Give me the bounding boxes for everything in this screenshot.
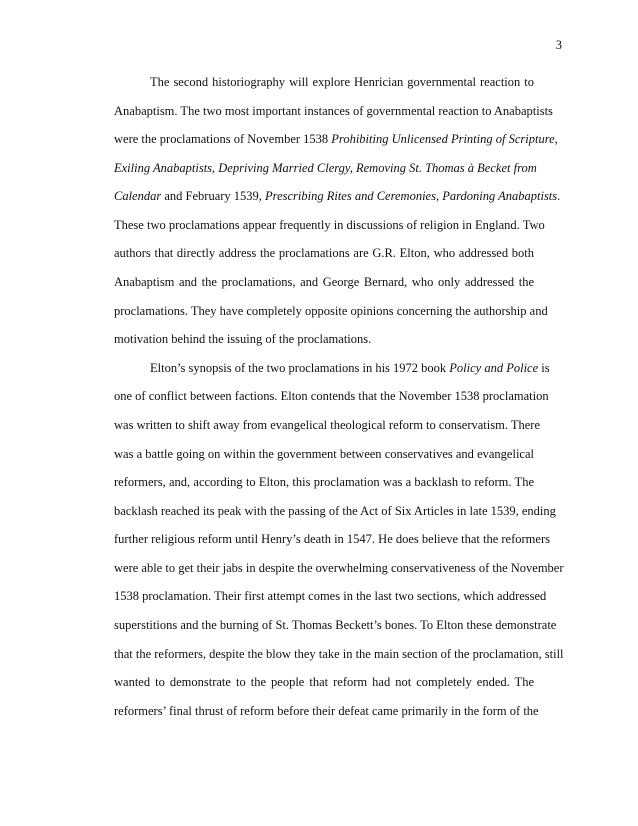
italic-title: Prescribing Rites and Ceremonies, Pardoning Anabaptists <box>265 189 558 204</box>
text-run: authors that directly address the proclamations are G.R. Elton, who addressed both <box>114 246 534 261</box>
text-line <box>114 411 541 440</box>
text-run: were the proclamations of November 1538 <box>114 132 332 147</box>
text-run: Anabaptism and the proclamations, and George Bernard, who only addressed the <box>114 275 534 290</box>
body-text <box>114 68 564 725</box>
text-line <box>114 211 545 240</box>
text-line <box>114 382 549 411</box>
text-line <box>114 525 550 554</box>
page-number: 3 <box>555 38 562 52</box>
text-run: was written to shift away from evangelical theological reform to conservatism. There <box>114 417 541 432</box>
text-run: wanted to demonstrate to the people that reform had not completely ended. The <box>114 675 534 690</box>
text-line <box>114 697 539 726</box>
text-line <box>114 554 564 583</box>
text-run: superstitions and the burning of St. Thomas Beckett’s bones. To Elton these demonstrate <box>114 617 557 632</box>
text-run: were able to get their jabs in despite the overwhelming conservativeness of the November <box>114 560 564 575</box>
text-run: was a battle going on within the government between conservatives and evangelical <box>114 446 534 461</box>
text-run: . <box>557 189 561 204</box>
text-line <box>114 582 547 611</box>
text-line <box>114 325 534 354</box>
text-run: These two proclamations appear frequently in discussions of religion in England. Two <box>114 217 545 232</box>
text-run: Anabaptism. The two most important instances of governmental reaction to Anabaptists <box>114 103 553 118</box>
italic-title: Exiling Anabaptists, Depriving Married Clergy, Removing St. Thomas à Becket from <box>114 160 537 175</box>
text-line <box>114 97 553 126</box>
text-run: The second historiography will explore Henrician governmental reaction to <box>150 75 534 89</box>
italic-title: Policy and Police <box>449 360 539 375</box>
text-run: one of conflict between factions. Elton contends that the November 1538 proclamation <box>114 389 549 404</box>
text-line <box>114 239 534 268</box>
text-line <box>114 268 534 297</box>
text-line <box>114 125 558 154</box>
text-line <box>114 468 534 497</box>
text-line <box>114 297 548 326</box>
text-run: 1538 proclamation. Their first attempt comes in the last two sections, which addressed <box>114 589 547 604</box>
text-line <box>114 440 534 469</box>
text-run: that the reformers, despite the blow they take in the main section of the proclamation, still <box>114 646 564 661</box>
text-run: reformers, and, according to Elton, this proclamation was a backlash to reform. The <box>114 475 534 490</box>
paragraph <box>114 354 564 726</box>
text-run: proclamations. They have completely opposite opinions concerning the authorship and <box>114 303 548 318</box>
text-line <box>114 668 534 697</box>
italic-title: Prohibiting Unlicensed Printing of Scripture, <box>331 132 558 147</box>
text-run: reformers’ final thrust of reform before their defeat came primarily in the form of the <box>114 703 539 718</box>
text-run: Elton’s synopsis of the two proclamations in his 1972 book <box>150 360 450 375</box>
text-run: motivation behind the issuing of the proclamations. <box>114 332 372 347</box>
text-line <box>114 154 537 183</box>
text-line <box>114 182 561 211</box>
text-line <box>114 68 534 97</box>
text-line <box>114 611 557 640</box>
text-line <box>114 640 564 669</box>
text-run: backlash reached its peak with the passing of the Act of Six Articles in late 1539, ending <box>114 503 556 518</box>
text-line <box>114 354 550 383</box>
text-run: is <box>538 360 550 375</box>
text-line <box>114 497 556 526</box>
text-run: further religious reform until Henry’s death in 1547. He does believe that the reformers <box>114 532 550 547</box>
text-run: and February 1539, <box>161 189 266 204</box>
italic-title: Calendar <box>114 189 162 204</box>
paragraph <box>114 68 561 354</box>
